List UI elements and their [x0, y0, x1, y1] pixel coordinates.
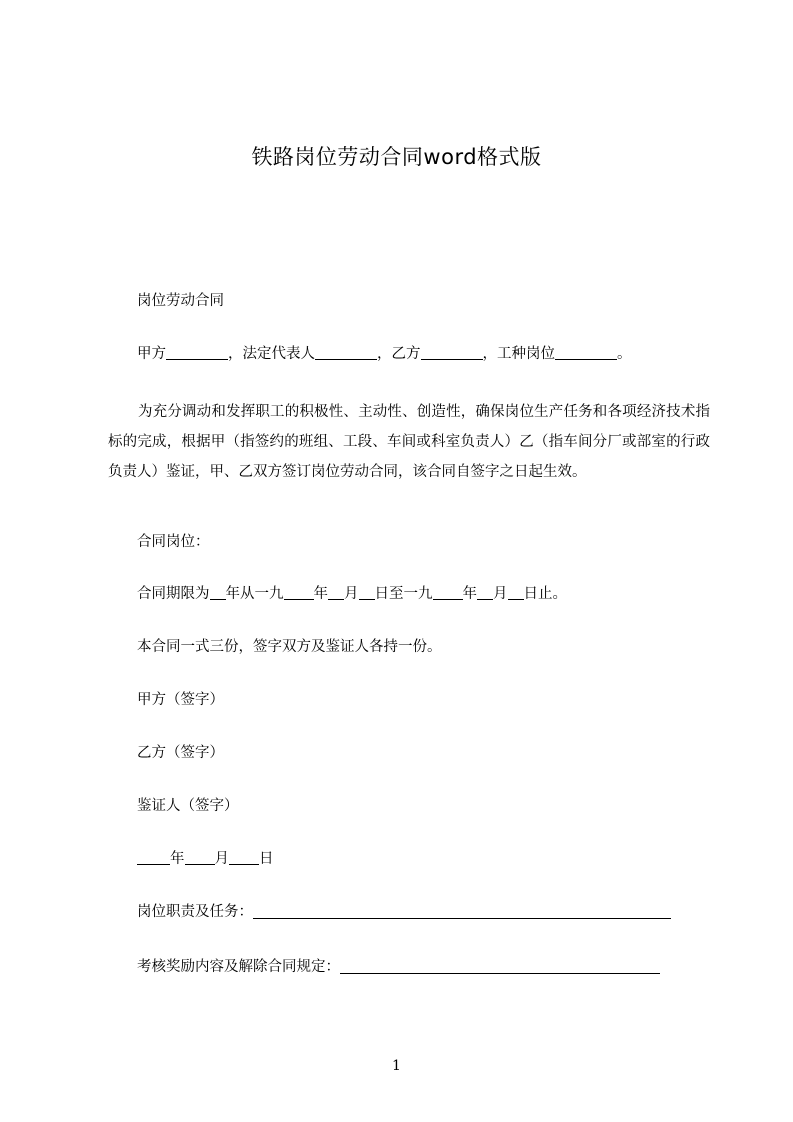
witness-signature: 鉴证人（签字） — [137, 798, 239, 814]
start-month-blank — [328, 584, 344, 600]
term-to-label: 日至一九 — [374, 586, 433, 602]
end-day-label: 日止。 — [523, 586, 567, 602]
assessment-line — [137, 957, 660, 977]
start-year-label: 年 — [313, 586, 328, 602]
date-year-label: 年 — [170, 851, 185, 867]
term-line — [137, 584, 567, 604]
legal-rep-blank — [315, 344, 377, 360]
end-month-label: 月 — [493, 586, 508, 602]
end-year-label: 年 — [462, 586, 477, 602]
duties-blank — [253, 903, 671, 919]
duties-line — [137, 902, 671, 922]
date-month-blank — [185, 849, 215, 865]
parties-line-end: 。 — [617, 346, 632, 362]
party-a-label: 甲方 — [137, 346, 166, 362]
party-b-blank — [421, 344, 483, 360]
date-day-label: 日 — [259, 851, 274, 867]
date-year-blank — [137, 849, 170, 865]
party-b-signature: 乙方（签字） — [137, 745, 224, 761]
party-a-blank — [166, 344, 228, 360]
start-day-blank — [359, 584, 375, 600]
party-a-signature: 甲方（签字） — [137, 692, 224, 708]
term-prefix: 合同期限为 — [137, 586, 210, 602]
copies-statement: 本合同一式三份，签字双方及鉴证人各持一份。 — [137, 639, 442, 655]
date-month-label: 月 — [214, 851, 229, 867]
job-type-label: ，工种岗位 — [482, 346, 555, 362]
assessment-label: 考核奖励内容及解除合同规定： — [137, 959, 340, 975]
parties-line — [137, 344, 632, 364]
end-year-blank — [433, 584, 463, 600]
purpose-paragraph — [108, 397, 710, 487]
party-b-label: ，乙方 — [377, 346, 421, 362]
contract-heading: 岗位劳动合同 — [137, 293, 224, 309]
page-number: 1 — [392, 1058, 401, 1074]
date-day-blank — [229, 849, 259, 865]
start-month-label: 月 — [344, 586, 359, 602]
term-from-label: 年从一九 — [225, 586, 284, 602]
term-years-blank — [210, 584, 226, 600]
purpose-text: 为充分调动和发挥职工的积极性、主动性、创造性，确保岗位生产任务和各项经济技术指标的完成，根据甲（指签约的班组、工段、车间或科室负责人）乙（指车间分厂或部室的行政负责人）鉴证，甲、乙双方签订岗位劳动合同，该合同自签字之日起生效。 — [108, 404, 710, 480]
contract-position-label: 合同岗位： — [137, 534, 210, 550]
end-day-blank — [508, 584, 524, 600]
date-line — [137, 849, 274, 869]
end-month-blank — [477, 584, 493, 600]
assessment-blank — [340, 958, 660, 974]
job-type-blank — [555, 344, 617, 360]
duties-label: 岗位职责及任务： — [137, 904, 253, 920]
document-title: 铁路岗位劳动合同word格式版 — [251, 145, 542, 169]
start-year-blank — [284, 584, 314, 600]
legal-rep-label: ，法定代表人 — [228, 346, 315, 362]
